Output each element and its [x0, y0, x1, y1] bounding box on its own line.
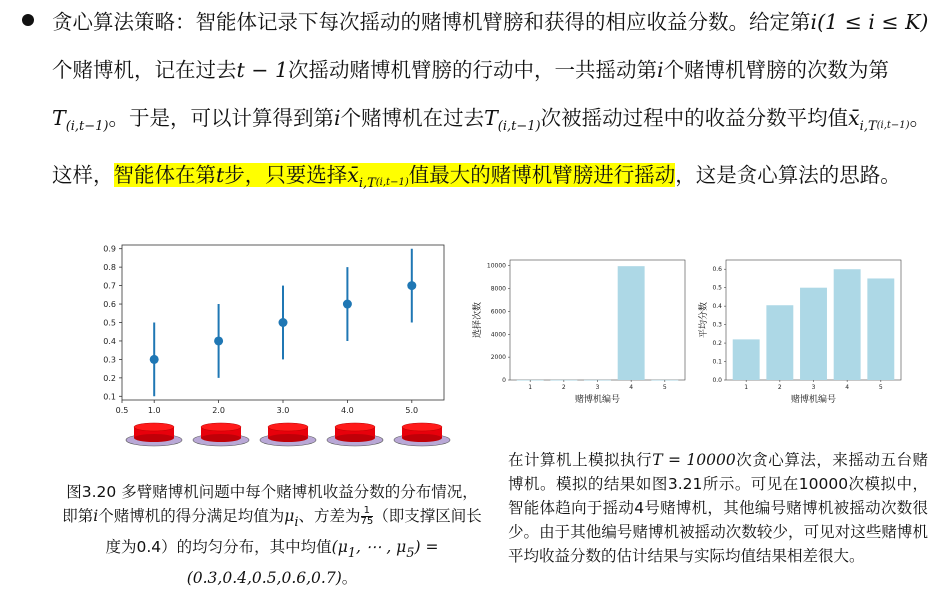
buttons-figure: [124, 420, 464, 450]
cap-l4: （即支撑区间长度为0.4）的均匀分布，其中均值: [105, 507, 482, 556]
main-paragraph: [52, 0, 932, 208]
bar: [800, 288, 827, 380]
highlight-part-1: 智能体在第: [113, 163, 216, 187]
bar: [733, 339, 760, 380]
bar: [867, 278, 894, 380]
x-tick-label: 2: [777, 384, 782, 391]
left-caption: [62, 480, 482, 590]
x-tick-label: 5.0: [405, 406, 419, 415]
x-tick-label: 4: [629, 384, 634, 391]
y-tick-label: 0.0: [712, 377, 722, 384]
button-top: [134, 423, 174, 431]
para-text-2: 个赌博机，记在过去: [52, 58, 237, 82]
y-tick-label: 4000: [490, 331, 506, 339]
button-bottom: [402, 434, 442, 442]
data-point: [214, 336, 223, 345]
button-bottom: [335, 434, 375, 442]
figure-3-20: [92, 240, 452, 450]
para-text-1: 贪心算法策略：智能体记录下每次摇动的赌博机臂膀和获得的相应收益分数。给定第: [52, 10, 811, 34]
cap-l2: 个赌博机的得分满足均值为: [98, 507, 285, 525]
y-tick-label: 10000: [486, 262, 506, 270]
button-top: [335, 423, 375, 431]
frac-den: 75: [360, 516, 374, 527]
y-tick-label: 0.5: [712, 284, 722, 292]
math-i-2: i: [657, 58, 664, 82]
rcap-r2: 次贪心算法，来摇动五台赌博机。模拟的结果如图3.21所示。可见在10000次模拟中，智能体趋向于摇动4号赌博机，其他编号赌博机被摇动次数很少。由于其他编号赌博机被摇动次数较少，可见对这些赌博机平均收益分数的估计结果与实际均值结果相差很大。: [508, 451, 928, 565]
y-tick-label: 6000: [490, 308, 506, 316]
y-tick-label: 2000: [490, 354, 506, 362]
math-cond: (1 ≤ i ≤ K): [817, 10, 929, 34]
x-tick-label: 4: [845, 384, 850, 391]
y-tick-label: 0.4: [103, 336, 116, 346]
y-tick-label: 0.6: [712, 266, 722, 274]
y-tick-label: 0.7: [103, 281, 116, 291]
x-tick-label: 2: [561, 384, 566, 391]
rcap-eq: = 10000: [662, 451, 736, 469]
para-text-6: 个赌博机在过去: [340, 106, 485, 130]
x-tick-label: 1: [528, 384, 533, 391]
y-tick-label: 0.8: [103, 263, 116, 273]
cap-vec-sub5: 5: [406, 546, 415, 561]
cap-vec-sub1: 1: [347, 546, 357, 561]
y-tick-label: 0.5: [103, 318, 116, 328]
x-tick-label: 4.0: [341, 406, 354, 415]
para-text-4: 个赌博机臂膀的次数为第: [663, 58, 890, 82]
x-tick-label: 5: [878, 384, 883, 391]
math-t-minus-1: t − 1: [236, 58, 288, 82]
y-tick-label: 0.1: [103, 392, 116, 402]
x-tick-label: 3: [595, 384, 600, 391]
plot-frame: [510, 260, 685, 380]
cap-vec-start: (μ: [331, 538, 348, 556]
y-tick-label: 0: [502, 377, 506, 384]
math-i: i: [810, 10, 818, 34]
bar: [834, 269, 861, 380]
x-tick-label: 3.0: [276, 406, 290, 415]
cap-l5: 。: [341, 569, 358, 587]
y-tick-label: 0.9: [103, 244, 116, 254]
bullet-point: [22, 14, 34, 26]
x-tick-label: 3: [811, 384, 816, 391]
button-bottom: [268, 434, 308, 442]
button-top: [402, 423, 442, 431]
errorbar-chart: [92, 240, 452, 450]
selection-count-chart: [470, 255, 695, 410]
rcap-r1: 在计算机上模拟执行: [508, 451, 653, 469]
math-xbar-sub: i,T: [859, 119, 877, 134]
y-tick-label: 8000: [490, 285, 506, 293]
button-bottom: [201, 434, 241, 442]
figure-3-21-left: [470, 255, 695, 410]
x-axis-label: 赌博机编号: [574, 395, 621, 405]
cap-l3: 、方差为: [298, 507, 361, 525]
para-text-7: 次被摇动过程中的收益分数平均值: [540, 106, 849, 130]
x-tick-label: 2.0: [212, 406, 225, 415]
cap-l1: 图3.20 多臂赌博机问题中每个赌博机收益分数的分布情况，即第: [62, 483, 478, 525]
y-tick-label: 0.1: [712, 358, 722, 366]
y-tick-label: 0.3: [712, 321, 722, 329]
highlight-text: [113, 163, 676, 191]
rcap-math-T: T: [652, 451, 663, 469]
y-tick-label: 0.2: [712, 340, 722, 348]
math-T-2: T: [484, 106, 498, 130]
cap-vec-mid: , ⋯ , μ: [356, 538, 407, 556]
data-point: [150, 355, 159, 364]
data-point: [343, 300, 352, 309]
cap-math-mu: μ: [284, 507, 295, 525]
y-axis-label: 平均分数: [699, 301, 709, 339]
math-xbar-subsub: (i,t−1): [876, 120, 910, 131]
math-T-sub-2: (i,t−1): [497, 119, 541, 134]
bar: [766, 305, 793, 380]
x-axis-label: 赌博机编号: [790, 395, 837, 405]
para-text-5: 。于是，可以计算得到第: [108, 106, 335, 130]
math-xbar-sub-2: i,T: [358, 176, 376, 191]
y-tick-label: 0.4: [712, 303, 722, 311]
fraction: [361, 506, 374, 527]
para-text-8: 。这样，: [52, 106, 931, 187]
math-T-sub: (i,t−1): [65, 119, 109, 134]
math-t: t: [216, 163, 225, 187]
right-caption: [508, 448, 928, 568]
cap-math-i: i: [93, 507, 99, 525]
x-tick-label: 5: [662, 384, 667, 391]
y-axis-label: 选择次数: [473, 301, 483, 339]
y-tick-label: 0.6: [103, 300, 116, 310]
math-xbar: x̄: [848, 106, 860, 130]
math-xbar-subsub-2: (i,t−1): [375, 177, 409, 188]
button-top: [268, 423, 308, 431]
math-i-3: i: [334, 106, 341, 130]
x-tick-label: 1.0: [147, 406, 161, 415]
button-top: [201, 423, 241, 431]
figure-3-21-right: [696, 255, 911, 410]
red-buttons: [124, 420, 464, 450]
data-point: [407, 281, 416, 290]
para-text-3: 次摇动赌博机臂膀的行动中，一共摇动第: [288, 58, 657, 82]
x-tick-label: 0.5: [115, 406, 129, 415]
cap-math-mu-sub: i: [294, 515, 299, 530]
bar: [618, 266, 645, 380]
frac-num: 1: [361, 506, 374, 517]
para-text-9: ，这是贪心算法的思路。: [675, 163, 901, 187]
data-point: [279, 318, 288, 327]
math-T: T: [52, 106, 66, 130]
x-tick-label: 1: [744, 384, 749, 391]
y-tick-label: 0.3: [103, 355, 116, 365]
highlight-part-2: 步，只要选择: [224, 163, 348, 187]
cap-vec-end: ) = (0.3,0.4,0.5,0.6,0.7): [186, 538, 439, 587]
average-score-chart: [696, 255, 911, 410]
button-bottom: [134, 434, 174, 442]
math-xbar-2: x̄: [347, 163, 359, 187]
y-tick-label: 0.2: [103, 373, 116, 383]
highlight-part-3: 值最大的赌博机臂膀进行摇动: [408, 163, 676, 187]
